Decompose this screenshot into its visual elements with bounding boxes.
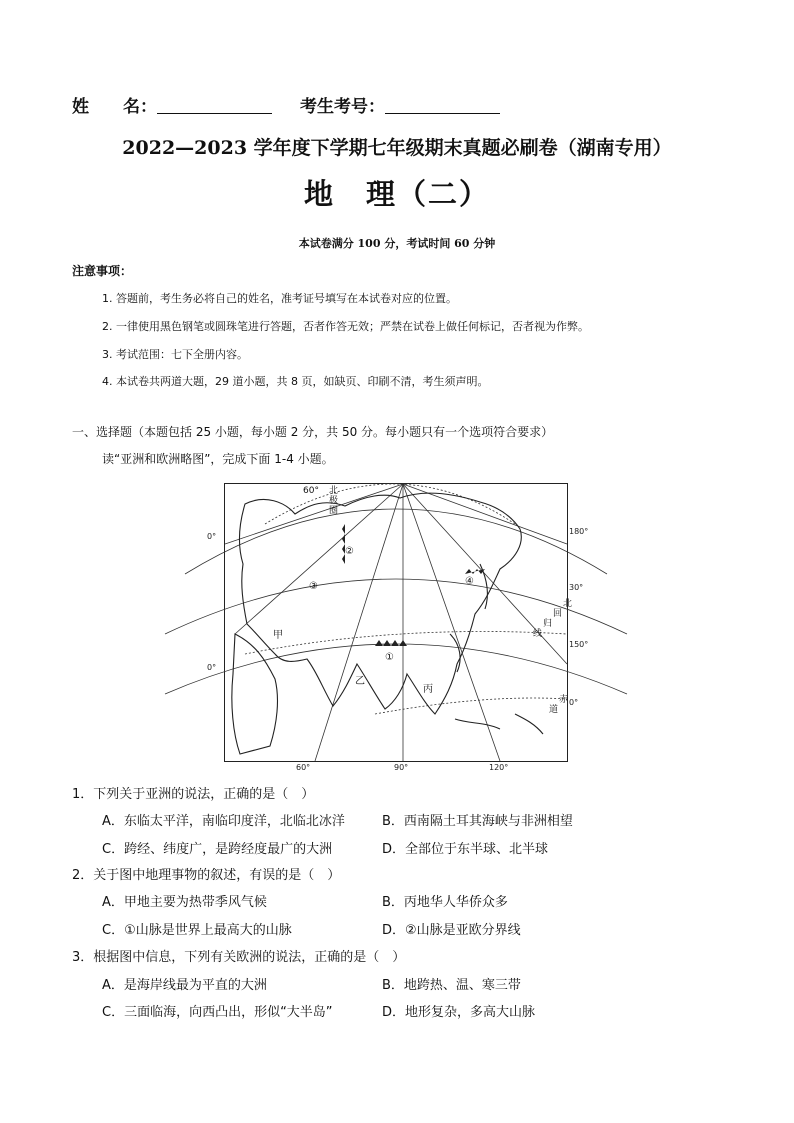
name-label: 姓 名： <box>72 97 157 117</box>
question-1-option-d[interactable]: D．全部位于东半球、北半球 <box>382 842 549 857</box>
map-label-m4: ④ <box>465 576 474 587</box>
map-label-jia: 甲 <box>273 630 283 641</box>
question-3-option-a[interactable]: A．是海岸线最为平直的大洲 <box>102 978 267 993</box>
islands-south <box>455 719 500 729</box>
map-label-m3: ③ <box>309 581 318 592</box>
eurasia-outline <box>239 493 521 714</box>
subject-title: 地 理（二） <box>303 177 490 211</box>
question-3-option-c[interactable]: C．三面临海，向西凸出，形似“大半岛” <box>102 1005 333 1020</box>
map-label-tropic-1: 北 <box>563 599 573 609</box>
section-heading: 一、选择题（本题包括 25 小题，每小题 2 分，共 50 分。每小题只有一个选项符合要求） <box>72 425 554 439</box>
map-label-m1: ① <box>385 652 394 663</box>
notice-item: 4. 本试卷共两道大题，29 道小题，共 8 页，如缺页、印刷不清，考生须声明。 <box>102 375 489 388</box>
map-label-tropic-3: 归 <box>543 619 553 629</box>
mountain-range-1 <box>375 640 407 646</box>
graticule-meridian-120 <box>403 484 500 761</box>
east-asia-coast <box>450 634 460 672</box>
mountain-range-2 <box>342 524 345 564</box>
section-instruction: 读“亚洲和欧洲略图”，完成下面 1-4 小题。 <box>102 452 334 466</box>
map-mountains <box>342 524 485 646</box>
notice-item: 1. 答题前，考生务必将自己的姓名，准考证号填写在本试卷对应的位置。 <box>102 292 457 305</box>
notice-item: 2. 一律使用黑色钢笔或圆珠笔进行答题，否者作答无效；严禁在试卷上做任何标记，否者视为作弊。 <box>102 320 589 333</box>
question-2-stem: 2．关于图中地理事物的叙述，有误的是（ ） <box>72 868 341 883</box>
question-1-option-a[interactable]: A．东临太平洋，南临印度洋，北临北冰洋 <box>102 814 345 829</box>
question-1-stem: 1．下列关于亚洲的说法，正确的是（ ） <box>72 787 315 802</box>
asia-europe-map <box>224 483 573 762</box>
map-label-bottom-90: 90° <box>394 763 409 772</box>
question-3-stem: 3．根据图中信息，下列有关欧洲的说法，正确的是（ ） <box>72 950 406 965</box>
map-drawing <box>225 484 573 761</box>
map-label-m2: ② <box>345 546 354 557</box>
question-2-option-d[interactable]: D．②山脉是亚欧分界线 <box>382 923 521 938</box>
question-3-option-d[interactable]: D．地形复杂，多高大山脉 <box>382 1005 536 1020</box>
graticule-meridian-30 <box>235 484 403 634</box>
student-info-row <box>72 92 528 117</box>
map-label-lon0-top: 0° <box>207 532 217 541</box>
map-label-lat30: 30° <box>569 583 584 592</box>
tropic-line <box>245 632 567 655</box>
graticule-lat-mid <box>165 579 627 634</box>
map-label-bottom-60: 60° <box>296 763 311 772</box>
notice-item: 3. 考试范围：七下全册内容。 <box>102 348 248 361</box>
map-label-lon180: 180° <box>569 527 589 536</box>
map-label-equator-2: 道 <box>549 705 559 715</box>
question-2-option-a[interactable]: A．甲地主要为热带季风气候 <box>102 895 267 910</box>
map-label-lon150: 150° <box>569 640 589 649</box>
exam-no-label: 考生考号： <box>300 97 385 117</box>
graticule-meridian-60 <box>315 484 403 761</box>
question-2-option-c[interactable]: C．①山脉是世界上最高大的山脉 <box>102 923 292 938</box>
map-label-yi: 乙 <box>355 676 365 687</box>
exam-info: 本试卷满分 100 分，考试时间 60 分钟 <box>298 237 496 250</box>
graticule-meridian-150 <box>403 484 567 664</box>
map-label-polar-2: 极 <box>329 496 339 506</box>
question-1-option-b[interactable]: B．西南隔土耳其海峡与非洲相望 <box>382 814 573 829</box>
question-1-option-c[interactable]: C．跨经、纬度广，是跨经度最广的大洲 <box>102 842 333 857</box>
question-2-option-b[interactable]: B．丙地华人华侨众多 <box>382 895 508 910</box>
exam-title: 2022—2023 学年度下学期七年级期末真题必刷卷（湖南专用） <box>122 137 672 159</box>
map-label-equator-1: 赤 <box>559 695 569 705</box>
map-label-tropic-2: 回 <box>553 609 563 619</box>
islands-southeast <box>515 714 543 734</box>
exam-no-blank[interactable] <box>385 97 500 114</box>
question-3-option-b[interactable]: B．地跨热、温、寒三带 <box>382 978 521 993</box>
notice-heading: 注意事项： <box>72 264 133 278</box>
map-special-lines <box>245 484 567 714</box>
map-graticule <box>165 484 627 761</box>
map-label-lat60: 60° <box>303 486 319 496</box>
equator-line <box>375 698 567 714</box>
map-label-polar-1: 北 <box>329 486 339 496</box>
map-label-polar-3: 圈 <box>329 506 339 516</box>
map-label-tropic-4: 线 <box>533 629 543 639</box>
name-blank[interactable] <box>157 97 272 114</box>
map-label-bottom-120: 120° <box>489 763 509 772</box>
map-label-lat0-left: 0° <box>207 663 217 672</box>
map-label-lat0-right: 0° <box>569 698 579 707</box>
map-label-bing: 丙 <box>423 684 433 695</box>
mountain-range-east <box>465 569 485 574</box>
graticule-lat60 <box>185 509 607 574</box>
